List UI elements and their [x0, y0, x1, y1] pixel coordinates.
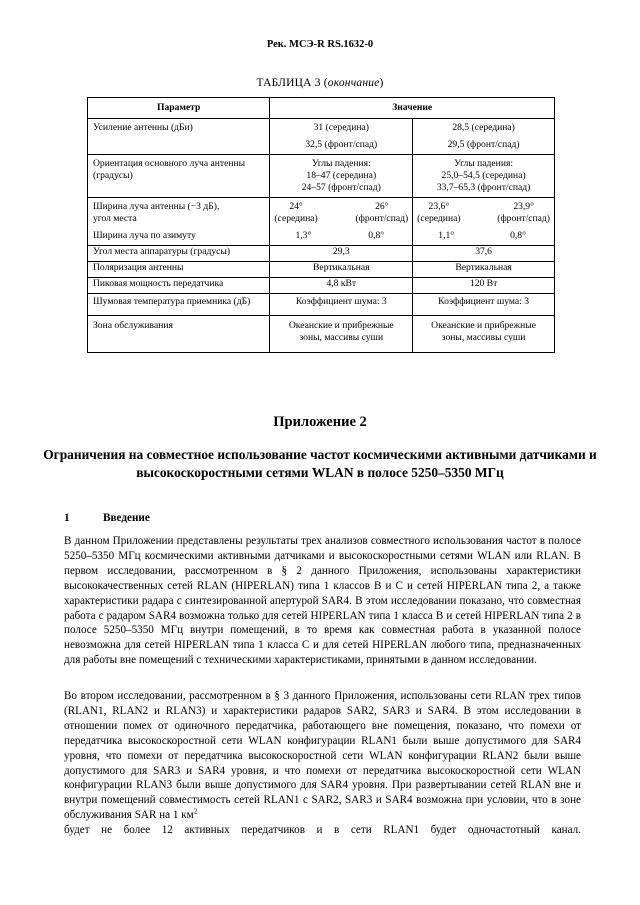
cell-sub: 23,6° (середина): [417, 201, 461, 225]
row-label: Ширина луча по азимуту: [93, 230, 196, 242]
table-cell: 29,3: [270, 246, 413, 262]
table-row: [88, 278, 555, 294]
cell-line: 28,5 (середина): [452, 122, 515, 133]
table-cell: [413, 155, 555, 198]
cell-sub: 0,8°: [368, 230, 385, 242]
row-label: Зона обслуживания: [88, 316, 270, 353]
annex-title: Приложение 2: [273, 414, 367, 430]
cell-line: 31 (середина): [313, 122, 369, 133]
row-label: Поляризация антенны: [88, 262, 270, 278]
section-heading: [64, 512, 150, 524]
cell-sub: 26° (фронт/спад): [355, 201, 409, 225]
cell-sub: 0,8°: [510, 230, 526, 242]
row-label: Ширина луча антенны (−3 дБ), угол места: [93, 201, 220, 225]
table-row: [88, 119, 555, 155]
table-cell: 37,6: [413, 246, 555, 262]
section-number: 1: [64, 512, 70, 524]
row-label: Ориентация основного луча антенны (градусы): [88, 155, 270, 198]
cell-line: 24–57 (фронт/спад): [301, 182, 381, 194]
table-cell: [270, 119, 413, 155]
table-row: [88, 198, 555, 246]
cell-sub: 1,1°: [438, 230, 455, 242]
table-cell: [413, 198, 555, 246]
table-cell: [270, 155, 413, 198]
table-cell: [413, 119, 555, 155]
cell-pair: [415, 201, 552, 225]
table-cell: 120 Вт: [413, 278, 555, 294]
table-row: [88, 246, 555, 262]
cell-pair: [272, 201, 410, 225]
cell-line: Углы падения:: [454, 158, 514, 169]
row-label: Угол места аппаратуры (градусы): [88, 246, 270, 262]
table-cell: Коэффициент шума: 3: [270, 294, 413, 316]
cell-line: 29,5 (фронт/спад): [447, 139, 520, 151]
table-cell: [413, 316, 555, 353]
annex-subtitle: Ограничения на совместное использование частот космическими активными датчиками и высокоскоростными сетями WLAN в полосе 5250–5350 МГц: [43, 447, 597, 480]
table-cell: 4,8 кВт: [270, 278, 413, 294]
column-header-parameter: Параметр: [88, 98, 270, 119]
row-label: Шумовая температура приемника (дБ): [88, 294, 270, 316]
parameters-table: [87, 97, 555, 353]
table-cell: Вертикальная: [270, 262, 413, 278]
table-cell: [270, 316, 413, 353]
table-caption: ТАБЛИЦА 3 (окончание): [256, 77, 384, 89]
table-header-row: [88, 98, 555, 119]
running-header: Рек. МСЭ-R RS.1632-0: [266, 39, 374, 50]
cell-line: зоны, массивы суши: [299, 332, 384, 344]
table-cell: [270, 198, 413, 246]
column-header-value: Значение: [270, 98, 555, 119]
table-row: [88, 155, 555, 198]
paragraph-1: В данном Приложении представлены результаты трех анализов совместного использования частот в полосе 5250–5350 МГц космическими активными датчиками и высокоскоростными сетями WLAN или RLAN. В первом исследовании, рассмотренном в § 2 данного Приложения, использованы характеристики высококачественных сетей RLAN (HIPERLAN) типа 1 классов В и С и сетей HIPERLAN типа 2, а также характеристики радара с синтезированной апертурой SAR4. В этом исследовании показано, что совместная работа с радаром SAR4 возможна только для сетей HIPERLAN типа 1 класса В и сетей HIPERLAN типа 2 в полосе 5250–5350 МГц внутри помещений, в то время как совместная работа в указанной полосе невозможна для сетей HIPERLAN типа 1 класса С и для сетей HIPERLAN любого типа, предназначенных для работы вне помещений с техническими характеристиками, принятыми в данном исследовании.: [64, 535, 581, 667]
cell-line: 32,5 (фронт/спад): [305, 139, 378, 151]
row-label: Пиковая мощность передатчика: [88, 278, 270, 294]
cell-line: зоны, массивы суши: [441, 332, 526, 344]
cell-sub: 24° (середина): [274, 201, 318, 225]
section-title: Введение: [103, 512, 150, 524]
table-cell: Вертикальная: [413, 262, 555, 278]
cell-sub: 1,3°: [295, 230, 312, 242]
cell-pair: [415, 230, 552, 242]
cell-line: Океанские и прибрежные: [288, 320, 394, 331]
table-row: [88, 262, 555, 278]
paragraph-2: Во втором исследовании, рассмотренном в § 3 данного Приложения, использованы сети RLAN трех типов (RLAN1, RLAN2 и RLAN3) и характеристики радаров SAR2, SAR3 и SAR4. В этом исследовании в отношении помех от одиночного передатчика, работающего вне помещения, показано, что помехи от передатчика высокоскоростной сети WLAN конфигурации RLAN1 были выше допустимого для SAR4 уровня, что помехи от передатчика высокоскоростной сети WLAN конфигурации RLAN2 были выше допустимого для SAR3 и SAR4 уровня, и что помехи от передатчика высокоскоростной сети WLAN конфигурации RLAN3 были выше допустимого для SAR4 уровня. При развертывании сетей RLAN вне и внутри помещений совместимость сетей RLAN1 с SAR2, SAR3 и SAR4 возможна при условии, что в зоне обслуживания SAR на 1 $км^2$ будет не более 12 активных передатчиков и в сети RLAN1 будет одночастотный канал.: [64, 690, 581, 837]
table-row: [88, 294, 555, 316]
cell-sub: 23,9° (фронт/спад): [497, 201, 550, 225]
cell-line: 33,7–65,3 (фронт/спад): [436, 182, 531, 194]
table-cell: Коэффициент шума: 3: [413, 294, 555, 316]
row-label: Усиление антенны (дБи): [88, 119, 270, 155]
cell-line: Океанские и прибрежные: [431, 320, 536, 331]
table-cell: [88, 198, 270, 246]
cell-line: Углы падения:: [311, 158, 371, 169]
cell-line: 25,0–54,5 (середина): [441, 170, 526, 182]
cell-line: 18–47 (середина): [306, 170, 377, 182]
cell-pair: [272, 230, 410, 242]
table-row: [88, 316, 555, 353]
